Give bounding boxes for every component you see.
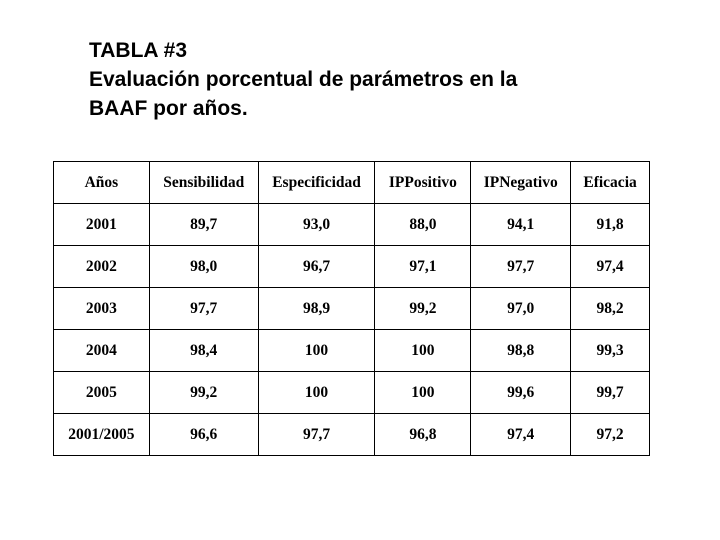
cell-year: 2001/2005 xyxy=(54,414,150,456)
cell-ippositivo: 96,8 xyxy=(375,414,471,456)
cell-ipnegativo: 97,4 xyxy=(471,414,571,456)
cell-eficacia: 99,7 xyxy=(571,372,650,414)
table-row xyxy=(54,246,650,288)
table-header-row xyxy=(54,162,650,204)
table-row xyxy=(54,204,650,246)
cell-ipnegativo: 97,0 xyxy=(471,288,571,330)
cell-ippositivo: 97,1 xyxy=(375,246,471,288)
cell-ippositivo: 100 xyxy=(375,372,471,414)
table-row xyxy=(54,288,650,330)
cell-sensibilidad: 97,7 xyxy=(149,288,258,330)
table-title xyxy=(89,36,517,123)
cell-year: 2004 xyxy=(54,330,150,372)
cell-year: 2002 xyxy=(54,246,150,288)
cell-sensibilidad: 98,0 xyxy=(149,246,258,288)
header-sensibilidad: Sensibilidad xyxy=(149,162,258,204)
cell-ipnegativo: 97,7 xyxy=(471,246,571,288)
cell-ippositivo: 100 xyxy=(375,330,471,372)
cell-sensibilidad: 89,7 xyxy=(149,204,258,246)
cell-especificidad: 100 xyxy=(258,330,375,372)
cell-eficacia: 97,2 xyxy=(571,414,650,456)
table-row xyxy=(54,330,650,372)
cell-especificidad: 100 xyxy=(258,372,375,414)
title-line-2: Evaluación porcentual de parámetros en la xyxy=(89,68,518,91)
cell-eficacia: 99,3 xyxy=(571,330,650,372)
title-line-1: TABLA #3 xyxy=(89,39,188,62)
cell-sensibilidad: 96,6 xyxy=(149,414,258,456)
cell-eficacia: 91,8 xyxy=(571,204,650,246)
cell-ippositivo: 99,2 xyxy=(375,288,471,330)
header-ippositivo: IPPositivo xyxy=(375,162,471,204)
cell-year: 2001 xyxy=(54,204,150,246)
header-ipnegativo: IPNegativo xyxy=(471,162,571,204)
title-line-3: BAAF por años. xyxy=(89,97,248,120)
evaluation-table xyxy=(53,161,650,456)
header-eficacia: Eficacia xyxy=(571,162,650,204)
cell-eficacia: 98,2 xyxy=(571,288,650,330)
cell-especificidad: 97,7 xyxy=(258,414,375,456)
cell-ipnegativo: 99,6 xyxy=(471,372,571,414)
header-anos: Años xyxy=(54,162,150,204)
cell-eficacia: 97,4 xyxy=(571,246,650,288)
cell-year: 2005 xyxy=(54,372,150,414)
cell-sensibilidad: 99,2 xyxy=(149,372,258,414)
cell-ippositivo: 88,0 xyxy=(375,204,471,246)
cell-especificidad: 96,7 xyxy=(258,246,375,288)
cell-year: 2003 xyxy=(54,288,150,330)
table-row xyxy=(54,372,650,414)
cell-ipnegativo: 94,1 xyxy=(471,204,571,246)
header-especificidad: Especificidad xyxy=(258,162,375,204)
cell-especificidad: 93,0 xyxy=(258,204,375,246)
table-row xyxy=(54,414,650,456)
cell-especificidad: 98,9 xyxy=(258,288,375,330)
cell-sensibilidad: 98,4 xyxy=(149,330,258,372)
cell-ipnegativo: 98,8 xyxy=(471,330,571,372)
